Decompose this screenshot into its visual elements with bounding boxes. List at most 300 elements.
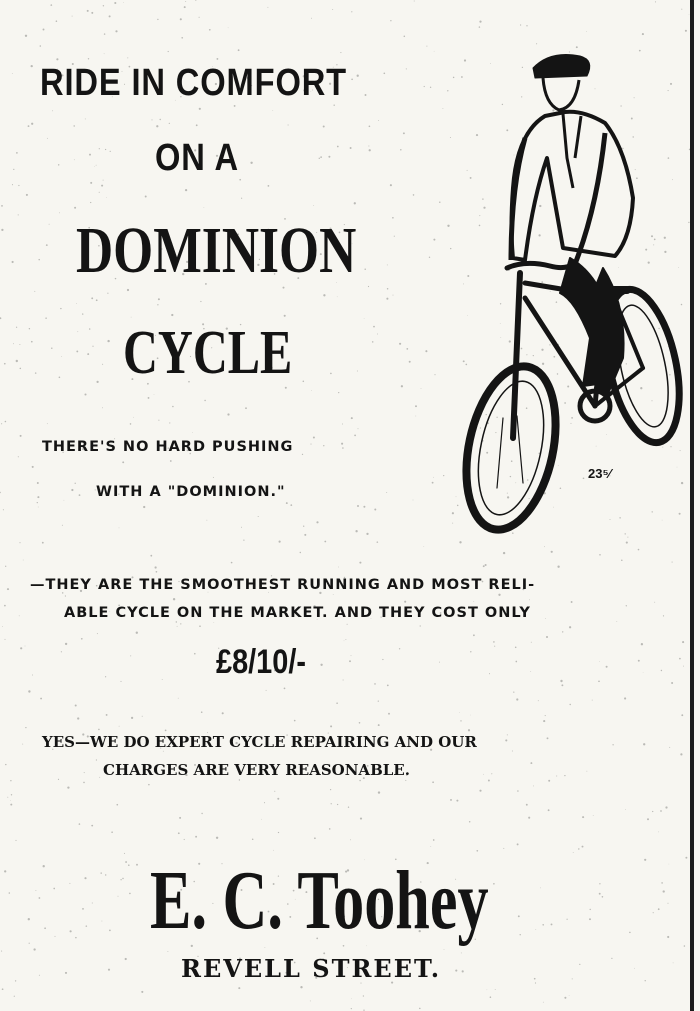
paper-speck	[669, 747, 670, 748]
paper-speck	[415, 405, 417, 407]
paper-speck	[207, 520, 208, 521]
paper-speck	[654, 602, 655, 603]
paper-speck	[338, 392, 339, 393]
paper-speck	[228, 27, 229, 28]
paper-speck	[31, 341, 33, 343]
paper-speck	[452, 512, 454, 514]
paper-speck	[4, 605, 6, 607]
paper-speck	[192, 432, 193, 433]
paper-speck	[239, 779, 240, 780]
paper-speck	[363, 506, 365, 508]
paper-speck	[358, 428, 359, 429]
paper-speck	[520, 24, 521, 25]
paper-speck	[101, 185, 103, 187]
paper-speck	[433, 239, 435, 241]
paper-speck	[641, 643, 643, 645]
paper-speck	[489, 673, 490, 674]
paper-speck	[645, 980, 646, 981]
paper-speck	[683, 666, 684, 667]
paper-speck	[337, 296, 338, 297]
paper-speck	[369, 149, 371, 151]
paper-speck	[450, 248, 451, 249]
paper-speck	[386, 492, 387, 493]
paper-speck	[167, 951, 168, 952]
paper-speck	[401, 385, 403, 387]
paper-speck	[25, 35, 27, 37]
paper-speck	[669, 864, 670, 865]
paper-speck	[319, 158, 320, 159]
paper-speck	[2, 988, 4, 990]
paper-speck	[569, 995, 570, 996]
paper-speck	[336, 702, 338, 704]
paper-speck	[204, 207, 205, 208]
paper-speck	[15, 840, 16, 841]
paper-speck	[535, 929, 536, 930]
paper-speck	[518, 915, 520, 917]
paper-speck	[96, 381, 98, 383]
paper-speck	[643, 672, 644, 673]
paper-speck	[373, 326, 375, 328]
paper-speck	[350, 839, 351, 840]
paper-speck	[39, 975, 40, 976]
paper-speck	[111, 831, 113, 833]
paper-speck	[241, 198, 242, 199]
paper-speck	[606, 666, 608, 668]
paper-speck	[103, 5, 104, 6]
paper-speck	[503, 552, 505, 554]
paper-speck	[612, 744, 613, 745]
paper-speck	[447, 90, 448, 91]
paper-speck	[18, 185, 19, 186]
paper-speck	[479, 790, 481, 792]
paper-speck	[201, 813, 202, 814]
paper-speck	[493, 641, 495, 643]
paper-speck	[526, 804, 528, 806]
paper-speck	[51, 348, 52, 349]
paper-speck	[0, 492, 1, 493]
paper-speck	[195, 0, 196, 1]
paper-speck	[15, 980, 16, 981]
paper-speck	[180, 623, 181, 624]
paper-speck	[124, 853, 125, 854]
paper-speck	[216, 58, 218, 60]
paper-speck	[374, 683, 376, 685]
paper-speck	[82, 908, 84, 910]
paper-speck	[56, 20, 58, 22]
headline-ride-in-comfort: RIDE IN COMFORT	[40, 62, 348, 104]
paper-speck	[450, 799, 452, 801]
paper-speck	[46, 244, 48, 246]
paper-speck	[673, 962, 674, 963]
paper-speck	[106, 197, 107, 198]
paper-speck	[127, 289, 129, 291]
paper-speck	[29, 328, 30, 329]
paper-speck	[20, 647, 22, 649]
paper-speck	[148, 784, 150, 786]
paper-speck	[91, 12, 93, 14]
paper-speck	[413, 500, 414, 501]
paper-speck	[328, 156, 330, 158]
paper-speck	[59, 212, 60, 213]
paper-speck	[661, 670, 662, 671]
paper-speck	[303, 526, 304, 527]
paper-speck	[483, 774, 484, 775]
paper-speck	[300, 986, 302, 988]
paper-speck	[49, 224, 50, 225]
paper-speck	[125, 861, 127, 863]
paper-speck	[378, 120, 379, 121]
merchant-street: REVELL STREET.	[181, 954, 442, 983]
paper-speck	[582, 846, 584, 848]
paper-speck	[130, 655, 131, 656]
paper-speck	[10, 800, 11, 801]
paper-speck	[387, 685, 389, 687]
paper-speck	[303, 381, 305, 383]
paper-speck	[65, 643, 67, 645]
paper-speck	[227, 413, 229, 415]
paper-speck	[150, 555, 152, 557]
paper-speck	[245, 407, 247, 409]
paper-speck	[120, 879, 121, 880]
paper-speck	[599, 554, 601, 556]
paper-speck	[569, 626, 571, 628]
paper-speck	[54, 936, 55, 937]
paper-speck	[18, 456, 19, 457]
paper-speck	[73, 125, 74, 126]
paper-speck	[35, 372, 36, 373]
paper-speck	[359, 780, 361, 782]
paper-speck	[430, 87, 431, 88]
paper-speck	[368, 146, 369, 147]
paper-speck	[156, 125, 158, 127]
paper-speck	[23, 560, 24, 561]
paper-speck	[345, 639, 346, 640]
paper-speck	[267, 7, 268, 8]
paper-speck	[5, 421, 7, 423]
paper-speck	[387, 288, 389, 290]
paper-speck	[378, 791, 380, 793]
paper-speck	[87, 353, 89, 355]
paper-speck	[490, 996, 492, 998]
paper-speck	[99, 777, 100, 778]
paper-speck	[77, 331, 78, 332]
paper-speck	[516, 698, 518, 700]
paper-speck	[566, 919, 567, 920]
claim-line-1: —THEY ARE THE SMOOTHEST RUNNING AND MOST RELI-	[30, 577, 536, 593]
paper-speck	[16, 327, 17, 328]
paper-speck	[261, 819, 262, 820]
paper-speck	[96, 299, 98, 301]
paper-speck	[199, 625, 201, 627]
paper-speck	[19, 344, 20, 345]
paper-speck	[479, 21, 481, 23]
paper-speck	[185, 189, 187, 191]
man-riding-bicycle-icon	[455, 38, 690, 548]
paper-speck	[200, 301, 201, 302]
paper-speck	[425, 350, 427, 352]
paper-speck	[483, 565, 485, 567]
paper-speck	[130, 423, 132, 425]
paper-speck	[655, 1, 656, 2]
paper-speck	[107, 340, 109, 342]
paper-speck	[323, 445, 324, 446]
paper-speck	[7, 797, 8, 798]
paper-speck	[634, 968, 635, 969]
paper-speck	[369, 125, 371, 127]
paper-speck	[420, 625, 421, 626]
paper-speck	[515, 661, 517, 663]
paper-speck	[58, 164, 59, 165]
paper-speck	[20, 368, 22, 370]
paper-speck	[495, 989, 496, 990]
paper-speck	[311, 390, 312, 391]
pitch-line-2: WITH A "DOMINION."	[96, 484, 286, 500]
paper-speck	[342, 424, 343, 425]
paper-speck	[142, 716, 143, 717]
paper-speck	[97, 633, 98, 634]
paper-speck	[311, 18, 312, 19]
paper-speck	[199, 17, 200, 18]
paper-speck	[181, 37, 183, 39]
paper-speck	[487, 990, 488, 991]
paper-speck	[429, 257, 430, 258]
paper-speck	[665, 806, 667, 808]
paper-speck	[72, 16, 73, 17]
paper-speck	[593, 815, 594, 816]
paper-speck	[16, 360, 18, 362]
paper-speck	[351, 417, 353, 419]
paper-speck	[104, 53, 105, 54]
paper-speck	[294, 720, 296, 722]
paper-speck	[433, 839, 435, 841]
paper-speck	[557, 566, 559, 568]
paper-speck	[423, 546, 424, 547]
paper-speck	[160, 119, 161, 120]
paper-speck	[243, 539, 244, 540]
column-rule	[690, 0, 694, 1011]
paper-speck	[414, 1, 415, 2]
paper-speck	[180, 18, 182, 20]
paper-speck	[52, 110, 53, 111]
paper-speck	[578, 848, 579, 849]
paper-speck	[172, 406, 174, 408]
paper-speck	[184, 839, 185, 840]
paper-speck	[156, 571, 158, 573]
paper-speck	[534, 978, 536, 980]
paper-speck	[44, 927, 46, 929]
paper-speck	[573, 852, 574, 853]
paper-speck	[33, 948, 35, 950]
paper-speck	[569, 704, 570, 705]
paper-speck	[71, 489, 73, 491]
paper-speck	[507, 734, 508, 735]
paper-speck	[354, 202, 356, 204]
paper-speck	[42, 542, 44, 544]
paper-speck	[64, 500, 65, 501]
paper-speck	[658, 832, 659, 833]
paper-speck	[351, 998, 352, 999]
paper-speck	[3, 509, 4, 510]
paper-speck	[92, 346, 93, 347]
paper-speck	[413, 194, 415, 196]
paper-speck	[148, 397, 150, 399]
paper-speck	[43, 865, 45, 867]
paper-speck	[621, 560, 623, 562]
paper-speck	[351, 1008, 352, 1009]
paper-speck	[485, 564, 487, 566]
paper-speck	[274, 791, 275, 792]
repair-line-1: YES—WE DO EXPERT CYCLE REPAIRING AND OUR	[42, 733, 477, 751]
paper-speck	[515, 647, 517, 649]
paper-speck	[658, 908, 660, 910]
paper-speck	[388, 713, 390, 715]
paper-speck	[143, 506, 145, 508]
paper-speck	[587, 771, 588, 772]
paper-speck	[616, 621, 617, 622]
paper-speck	[273, 850, 274, 851]
paper-speck	[343, 679, 344, 680]
paper-speck	[579, 964, 580, 965]
paper-speck	[170, 460, 172, 462]
paper-speck	[284, 688, 286, 690]
paper-speck	[351, 11, 352, 12]
paper-speck	[494, 646, 495, 647]
paper-speck	[154, 566, 156, 568]
paper-speck	[162, 679, 163, 680]
paper-speck	[252, 839, 254, 841]
paper-speck	[264, 802, 265, 803]
paper-speck	[90, 182, 92, 184]
paper-speck	[28, 918, 30, 920]
paper-speck	[169, 422, 170, 423]
paper-speck	[452, 523, 453, 524]
paper-speck	[682, 641, 684, 643]
paper-speck	[31, 65, 33, 67]
paper-speck	[456, 800, 458, 802]
paper-speck	[360, 818, 362, 820]
paper-speck	[266, 690, 267, 691]
paper-speck	[390, 184, 392, 186]
paper-speck	[528, 817, 530, 819]
paper-speck	[178, 832, 180, 834]
paper-speck	[540, 888, 541, 889]
paper-speck	[357, 371, 358, 372]
paper-speck	[660, 810, 662, 812]
paper-speck	[50, 4, 52, 6]
paper-speck	[79, 823, 81, 825]
paper-speck	[548, 780, 550, 782]
paper-speck	[25, 646, 26, 647]
paper-speck	[647, 818, 649, 820]
paper-speck	[60, 308, 61, 309]
paper-speck	[667, 936, 669, 938]
paper-speck	[469, 821, 471, 823]
paper-speck	[529, 599, 530, 600]
paper-speck	[35, 890, 36, 891]
paper-speck	[213, 622, 214, 623]
paper-speck	[533, 785, 534, 786]
paper-speck	[599, 883, 600, 884]
paper-speck	[378, 724, 380, 726]
paper-speck	[100, 872, 101, 873]
paper-speck	[76, 303, 77, 304]
paper-speck	[169, 123, 170, 124]
paper-speck	[118, 896, 119, 897]
paper-speck	[359, 722, 361, 724]
paper-speck	[18, 214, 19, 215]
paper-speck	[667, 903, 668, 904]
paper-speck	[141, 991, 143, 993]
paper-speck	[11, 794, 12, 795]
paper-speck	[26, 194, 28, 196]
paper-speck	[91, 825, 93, 827]
paper-speck	[209, 29, 211, 31]
paper-speck	[157, 304, 158, 305]
paper-speck	[84, 393, 86, 395]
paper-speck	[65, 595, 66, 596]
paper-speck	[531, 642, 532, 643]
paper-speck	[350, 147, 352, 149]
paper-speck	[34, 291, 35, 292]
paper-speck	[47, 423, 48, 424]
paper-speck	[61, 356, 62, 357]
paper-speck	[70, 930, 72, 932]
paper-speck	[517, 843, 519, 845]
paper-speck	[546, 636, 548, 638]
paper-speck	[590, 909, 591, 910]
paper-speck	[195, 836, 197, 838]
paper-speck	[323, 294, 325, 296]
paper-speck	[96, 165, 97, 166]
paper-speck	[624, 697, 626, 699]
paper-speck	[5, 566, 6, 567]
paper-speck	[470, 715, 471, 716]
paper-speck	[330, 373, 332, 375]
paper-speck	[94, 166, 95, 167]
paper-speck	[337, 146, 339, 148]
paper-speck	[12, 184, 13, 185]
paper-speck	[366, 533, 368, 535]
paper-speck	[400, 149, 402, 151]
paper-speck	[59, 376, 61, 378]
paper-speck	[545, 618, 546, 619]
paper-speck	[1, 951, 2, 952]
paper-speck	[377, 541, 379, 543]
claim-line-2: ABLE CYCLE ON THE MARKET. AND THEY COST ONLY	[64, 605, 531, 621]
paper-speck	[278, 832, 279, 833]
paper-speck	[535, 982, 536, 983]
paper-speck	[16, 152, 18, 154]
paper-speck	[127, 57, 128, 58]
paper-speck	[530, 671, 531, 672]
paper-speck	[288, 124, 289, 125]
merchant-name: E. C. Toohey	[150, 854, 489, 947]
paper-speck	[4, 870, 6, 872]
paper-speck	[90, 202, 91, 203]
paper-speck	[89, 328, 91, 330]
paper-speck	[2, 626, 3, 627]
paper-speck	[106, 714, 108, 716]
paper-speck	[644, 859, 646, 861]
paper-speck	[1, 205, 3, 207]
paper-speck	[10, 780, 11, 781]
paper-speck	[493, 883, 495, 885]
paper-speck	[316, 521, 318, 523]
paper-speck	[185, 1, 186, 2]
paper-speck	[85, 118, 86, 119]
paper-speck	[74, 207, 76, 209]
paper-speck	[69, 883, 70, 884]
